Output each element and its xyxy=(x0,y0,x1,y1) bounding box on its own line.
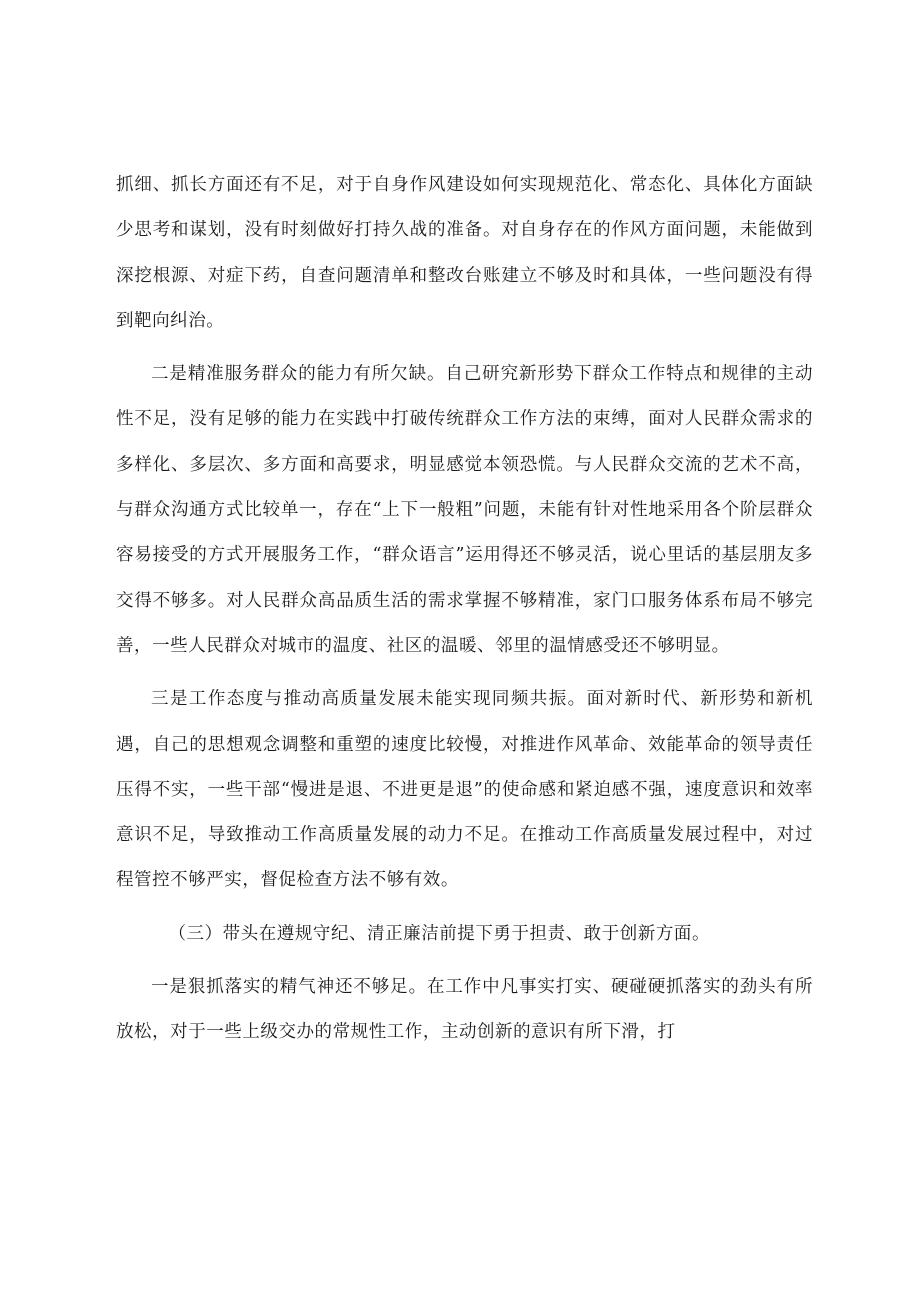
paragraph-continuation: 抓细、抓长方面还有不足，对于自身作风建设如何实现规范化、常态化、具体化方面缺少思考和谋划，没有时刻做好打持久战的准备。对自身存在的作风方面问题，未能做到深挖根源、对症下药，自查问题清单和整改台账建立不够及时和具体，一些问题没有得到靶向纠治。 xyxy=(116,175,813,331)
paragraph-service-capability: 二是精准服务群众的能力有所欠缺。自己研究新形势下群众工作特点和规律的主动性不足，没有足够的能力在实践中打破传统群众工作方法的束缚，面对人民群众需求的多样化、多层次、多方面和高要求，明显感觉本领恐慌。与人民群众交流的艺术不高，与群众沟通方式比较单一，存在“上下一般粗”问题，未能有针对性地采用各个阶层群众容易接受的方式开展服务工作，“群众语言”运用得还不够灵活，说心里话的基层朋友多交得不够多。对人民群众高品质生活的需求掌握不够精准，家门口服务体系布局不够完善，一些人民群众对城市的温度、社区的温暖、邻里的温情感受还不够明显。 xyxy=(116,364,813,656)
section-heading-three: （三）带头在遵规守纪、清正廉洁前提下勇于担责、敢于创新方面。 xyxy=(168,923,710,944)
paragraph-implementation: 一是狠抓落实的精气神还不够足。在工作中凡事实打实、硬碰硬抓落实的劲头有所放松，对于一些上级交办的常规性工作，主动创新的意识有所下滑，打 xyxy=(116,977,813,1043)
document-body xyxy=(116,163,813,1056)
paragraph-work-attitude: 三是工作态度与推动高质量发展未能实现同频共振。面对新时代、新形势和新机遇，自己的思想观念调整和重塑的速度比较慢，对推进作风革命、效能革命的领导责任压得不实，一些干部“慢进是退、不进更是退”的使命感和紧迫感不强，速度意识和效率意识不足，导致推动工作高质量发展的动力不足。在推动工作高质量发展过程中，对过程管控不够严实，督促检查方法不够有效。 xyxy=(116,689,813,891)
